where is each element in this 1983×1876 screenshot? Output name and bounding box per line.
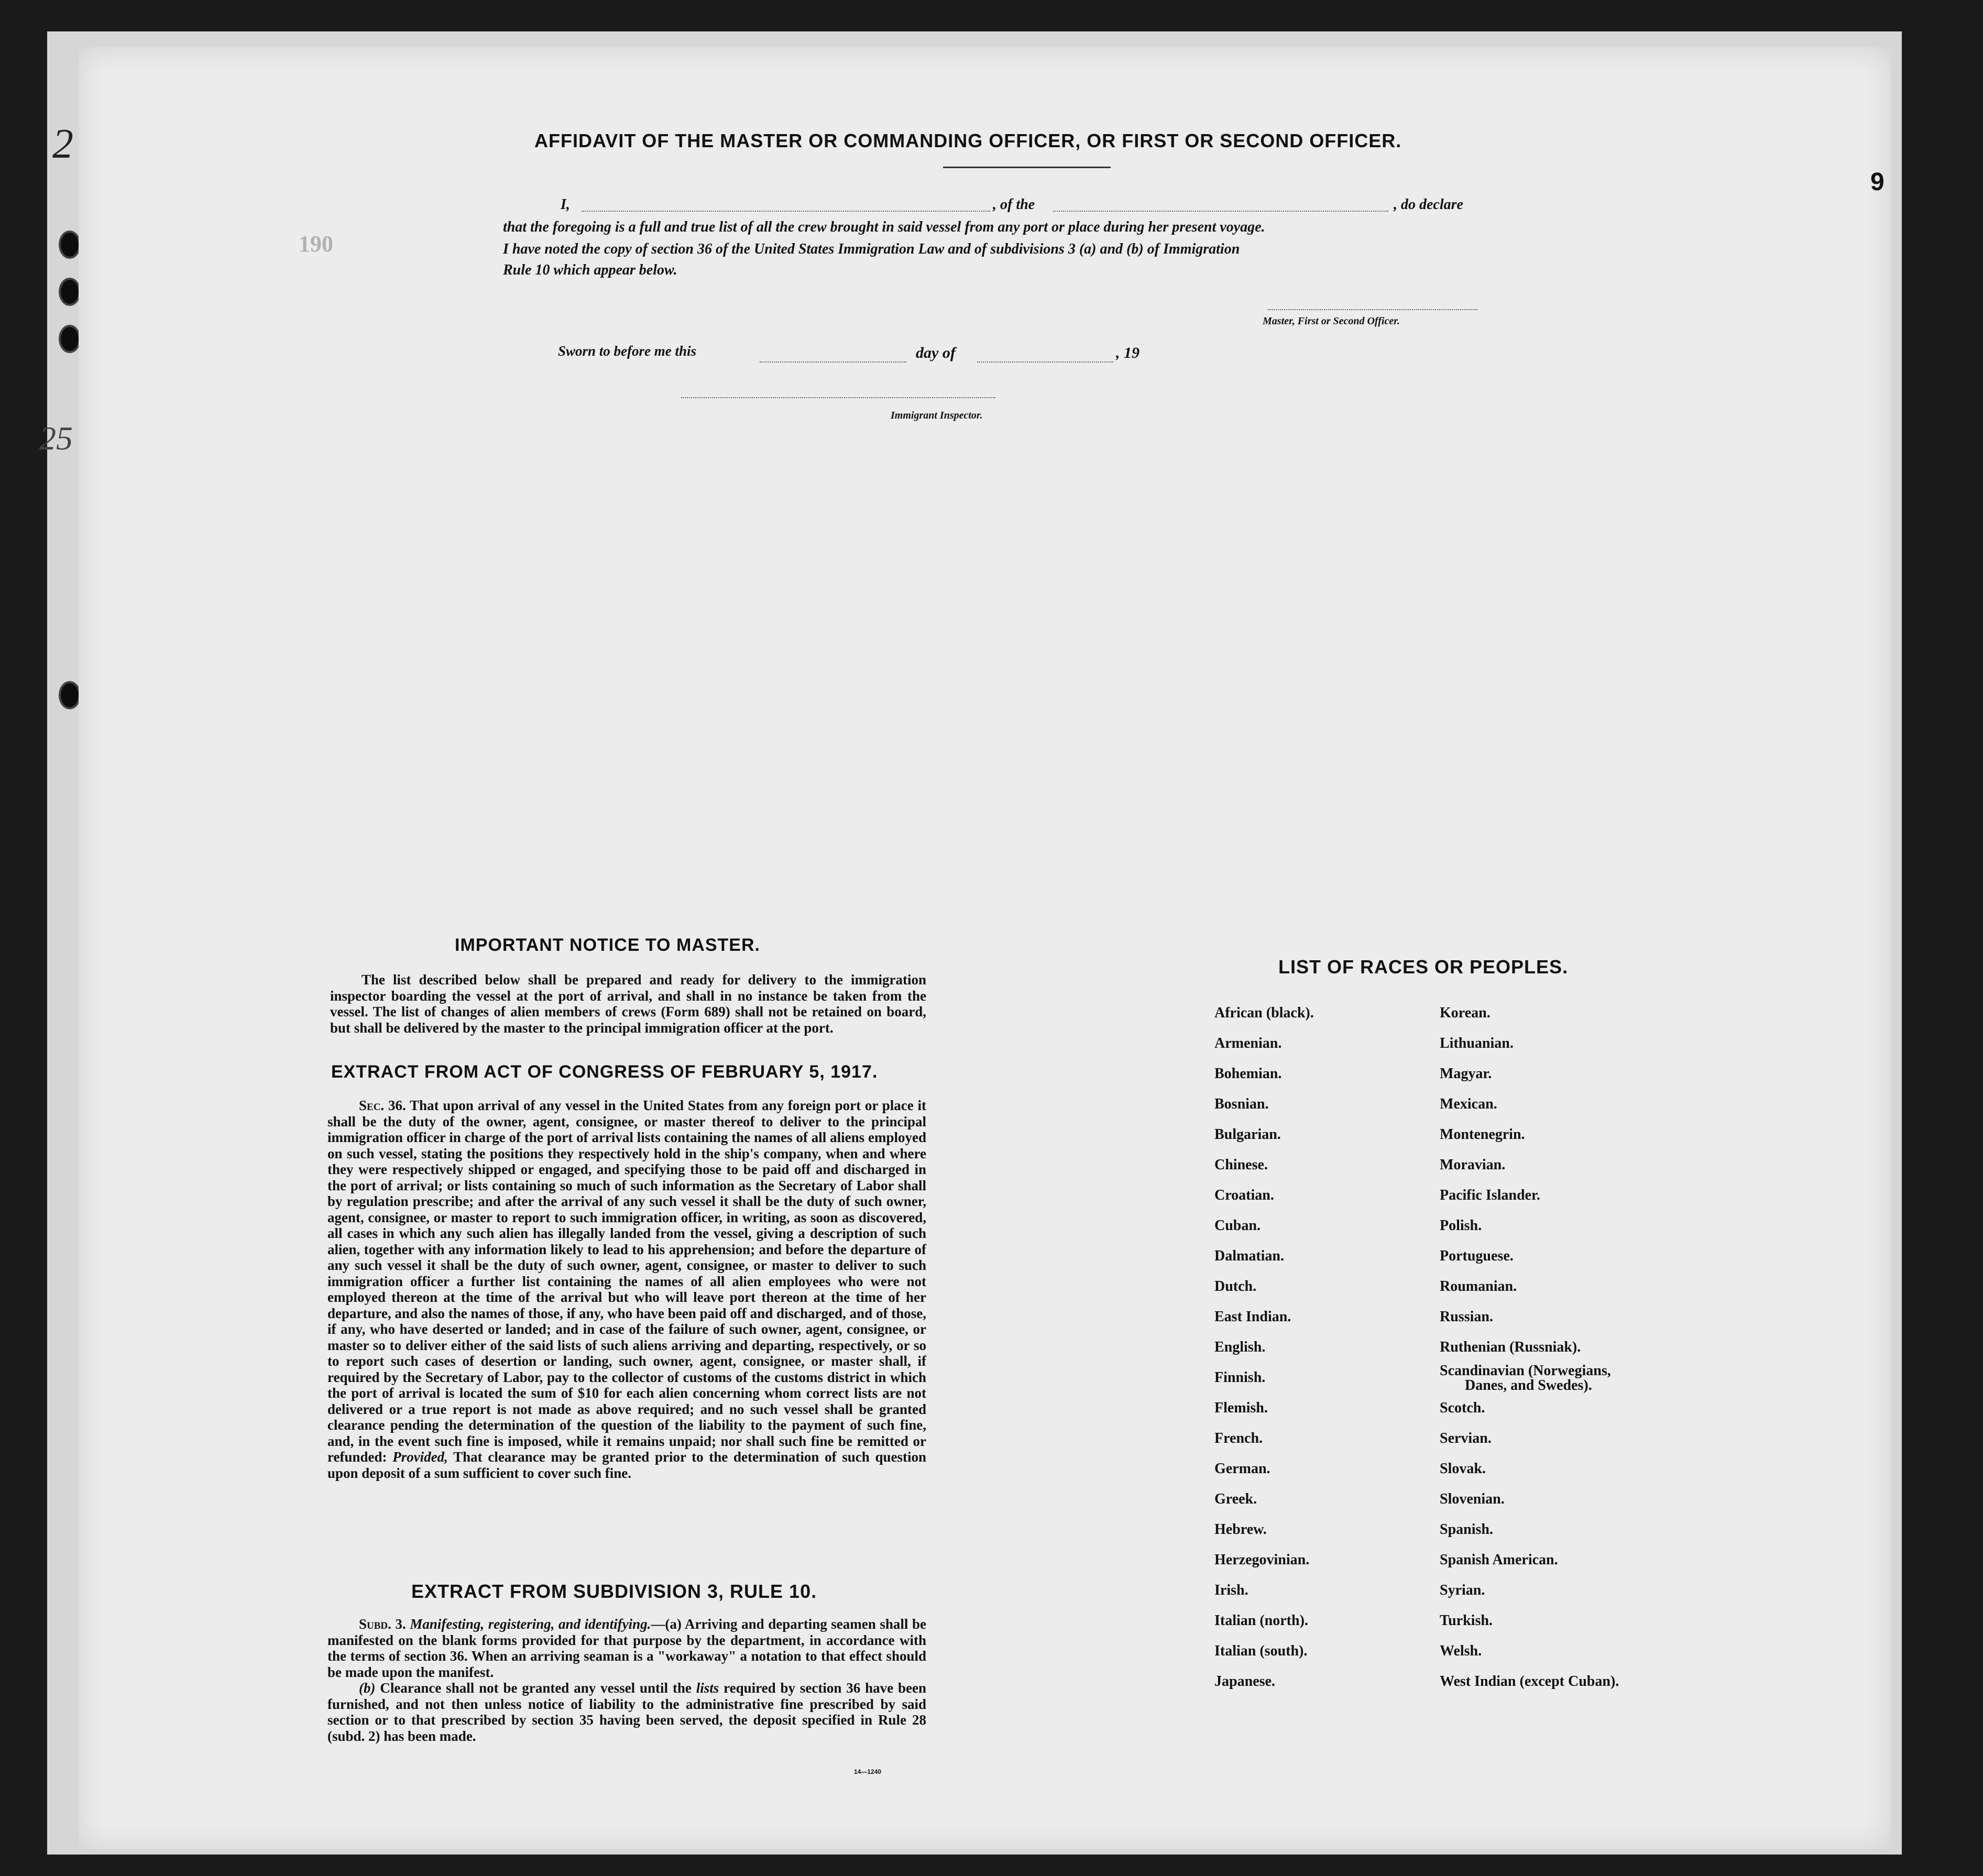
affidavit-title: AFFIDAVIT OF THE MASTER OR COMMANDING OFFICER, OR FIRST OR SECOND OFFICER. — [534, 130, 1402, 151]
race-item: West Indian (except Cuban). — [1440, 1673, 1619, 1690]
race-item: Chinese. — [1214, 1157, 1268, 1173]
sworn-label: Sworn to before me this — [558, 343, 697, 359]
section-36-text — [327, 1098, 926, 1481]
race-item: Ruthenian (Russniak). — [1440, 1339, 1581, 1355]
affidavit-line-2: that the foregoing is a full and true list of all the crew brought in said vessel from any port or place during her present voyage. — [503, 219, 1265, 235]
notice-title: IMPORTANT NOTICE TO MASTER. — [455, 935, 760, 955]
affidavit-i-label: I, — [561, 196, 570, 213]
races-right-column — [1440, 998, 1619, 1697]
race-item: Finnish. — [1214, 1369, 1266, 1386]
race-item-line: Scandinavian (Norwegians, — [1440, 1363, 1611, 1379]
section-36-lead: Sec. 36. — [359, 1098, 406, 1113]
inspector-signature-line[interactable] — [681, 397, 995, 398]
vessel-blank-line[interactable] — [1053, 211, 1388, 212]
race-item: Roumanian. — [1440, 1278, 1517, 1294]
extract-rule-title: EXTRACT FROM SUBDIVISION 3, RULE 10. — [411, 1581, 817, 1602]
affidavit-of-the-label: , of the — [993, 196, 1035, 213]
race-item: Dutch. — [1214, 1278, 1257, 1294]
race-item: Greek. — [1214, 1491, 1257, 1507]
race-item: Bosnian. — [1214, 1096, 1269, 1112]
notice-paragraph: The list described below shall be prepared and ready for delivery to the immigration inspector boarding the vessel at the port of arrival, and shall in no instance be taken from the vessel. The list of changes of alien members of crews (Form 689) shall not be retained on board, but shall be delivered by the master to the principal immigration officer at the port. — [330, 972, 926, 1036]
margin-mark-top-right: 9 — [1870, 168, 1885, 196]
notice-text — [330, 972, 926, 1036]
affidavit-line-3: I have noted the copy of section 36 of the United States Immigration Law and of subdivisions 3 (a) and (b) of Immigration — [503, 241, 1240, 257]
race-item: Slovenian. — [1440, 1491, 1505, 1507]
race-item: Armenian. — [1214, 1035, 1282, 1051]
race-item: French. — [1214, 1430, 1263, 1446]
race-item: Flemish. — [1214, 1400, 1268, 1416]
races-title: LIST OF RACES OR PEOPLES. — [1278, 956, 1569, 978]
race-item: Pacific Islander. — [1440, 1187, 1540, 1203]
race-item: Scotch. — [1440, 1400, 1485, 1416]
subd-b-label: (b) — [359, 1680, 376, 1696]
subd-3-lead: Subd. 3. — [359, 1616, 406, 1632]
section-36-body: That upon arrival of any vessel in the United States from any foreign port or place it shall be the duty of the owner, agent, consignee, or master thereof to deliver to the principal immigration officer in charge of the port of arrival lists containing the names of all aliens employed on such vessel, stating the positions they respectively hold in the ship's company, when and where they were respectively shipped or engaged, and specifying those to be paid off and discharged in the port of arrival; or lists containing so much of such information as the Secretary of Labor shall by regulation prescribe; and after the arrival of any such vessel it shall be the duty of such owner, agent, consignee, or master to report to such immigration officer, in writing, as soon as discovered, all cases in which any such alien has illegally landed from the vessel, giving a description of such alien, together with any information likely to lead to his apprehension; and before the departure of any such vessel it shall be the duty of such owner, agent, consignee, or master to deliver to such immigration officer a further list containing the names of all alien employees who were not employed thereon at the time of the arrival but who will leave port thereon at the time of her departure, and also the names of those, if any, who have been paid off and discharged, and of those, if any, who have deserted or landed; and in case of the failure of such owner, agent, consignee, or master so to deliver either of the said lists of such aliens arriving and departing, respectively, or so to report such cases of desertion or landing, such owner, agent, consignee, or master shall, if required by the Secretary of Labor, pay to the collector of customs of the customs district in which the port of arrival is located the sum of $10 for each alien concerning whom correct lists are not delivered or a true report is not made as above required; and no such vessel shall be granted clearance pending the determination of the question of the liability to the payment of such fine, and, in the event such fine is imposed, while it remains unpaid; nor shall such fine be remitted or refunded: — [327, 1098, 927, 1465]
race-item: Syrian. — [1440, 1582, 1485, 1598]
race-item: Spanish American. — [1440, 1552, 1558, 1568]
punch-hole — [59, 278, 81, 306]
margin-mark-top-left: 2 — [52, 121, 73, 167]
race-item: German. — [1214, 1461, 1270, 1477]
subd-a-text: Arriving and departing seamen shall be manifested on the blank forms provided for that purpose by the department, in accordance with the terms of section 36. When an arriving seaman is a "workaway" a notation to that effect should be made upon the manifest. — [327, 1616, 926, 1680]
race-item: Portuguese. — [1440, 1248, 1514, 1264]
subd-a-label: —(a) — [651, 1616, 682, 1632]
race-item: Mexican. — [1440, 1096, 1497, 1112]
inspector-caption: Immigrant Inspector. — [891, 410, 983, 421]
sworn-day-blank-line[interactable] — [760, 361, 906, 363]
race-item: Herzegovinian. — [1214, 1552, 1310, 1568]
race-item: Hebrew. — [1214, 1521, 1267, 1538]
race-item: English. — [1214, 1339, 1266, 1355]
race-item: Cuban. — [1214, 1217, 1261, 1234]
title-rule — [943, 167, 1111, 168]
race-item: Italian (north). — [1214, 1612, 1308, 1629]
section-36-tail: That clearance may be granted prior to the determination of such question upon deposit of a sum sufficient to cover such fine. — [327, 1449, 927, 1481]
punch-hole — [59, 231, 81, 259]
race-item: Italian (south). — [1214, 1643, 1308, 1659]
sworn-month-blank-line[interactable] — [977, 361, 1113, 363]
race-item: Polish. — [1440, 1217, 1482, 1234]
master-signature-line[interactable] — [1268, 309, 1477, 310]
race-item: Lithuanian. — [1440, 1035, 1514, 1051]
race-item: Croatian. — [1214, 1187, 1274, 1203]
race-item: African (black). — [1214, 1005, 1314, 1021]
master-caption: Master, First or Second Officer. — [1263, 315, 1400, 327]
race-item — [1440, 1363, 1619, 1393]
punch-hole — [59, 325, 81, 353]
race-item: Welsh. — [1440, 1643, 1482, 1659]
race-item: Spanish. — [1440, 1521, 1493, 1538]
name-blank-line[interactable] — [582, 211, 990, 212]
margin-mark-left: 25 — [39, 420, 73, 457]
race-item: Russian. — [1440, 1309, 1493, 1325]
race-item: Slovak. — [1440, 1461, 1486, 1477]
race-item: Dalmatian. — [1214, 1248, 1284, 1264]
race-item: Moravian. — [1440, 1157, 1506, 1173]
race-item: East Indian. — [1214, 1309, 1291, 1325]
race-item: Montenegrin. — [1440, 1126, 1525, 1143]
race-item: Korean. — [1440, 1005, 1491, 1021]
affidavit-declare-label: , do declare — [1394, 196, 1463, 213]
form-number: 14—1240 — [854, 1768, 882, 1775]
subd-b-text: Clearance shall not be granted any vessel until the — [380, 1680, 692, 1696]
document-page — [79, 47, 1891, 1849]
year-label: , 19 — [1116, 344, 1140, 361]
race-item: Bohemian. — [1214, 1066, 1282, 1082]
extract-act-title: EXTRACT FROM ACT OF CONGRESS OF FEBRUARY 5, 1917. — [331, 1062, 878, 1082]
race-item: Servian. — [1440, 1430, 1492, 1446]
race-item: Irish. — [1214, 1582, 1248, 1598]
bleed-through-number: 190 — [299, 231, 333, 257]
punch-hole — [59, 681, 81, 709]
subd-b-lists: lists — [696, 1680, 719, 1696]
race-item: Turkish. — [1440, 1612, 1493, 1629]
race-item-line: Danes, and Swedes). — [1465, 1377, 1592, 1394]
day-of-label: day of — [916, 344, 956, 361]
subd-b-text-2: required by section 36 have been furnished, and not then unless notice of liability to the administrative fine prescribed by said section or to that prescribed by section 35 having been served, the deposit specified in Rule 28 (subd. 2) has been made. — [327, 1680, 926, 1744]
subd-3-heading: Manifesting, registering, and identifying. — [410, 1616, 651, 1632]
races-left-column — [1214, 998, 1314, 1697]
rule-10-text — [327, 1616, 926, 1744]
affidavit-line-4: Rule 10 which appear below. — [503, 262, 677, 278]
race-item: Japanese. — [1214, 1673, 1275, 1690]
provided-word: Provided, — [392, 1449, 448, 1465]
race-item: Magyar. — [1440, 1066, 1492, 1082]
race-item: Bulgarian. — [1214, 1126, 1281, 1143]
